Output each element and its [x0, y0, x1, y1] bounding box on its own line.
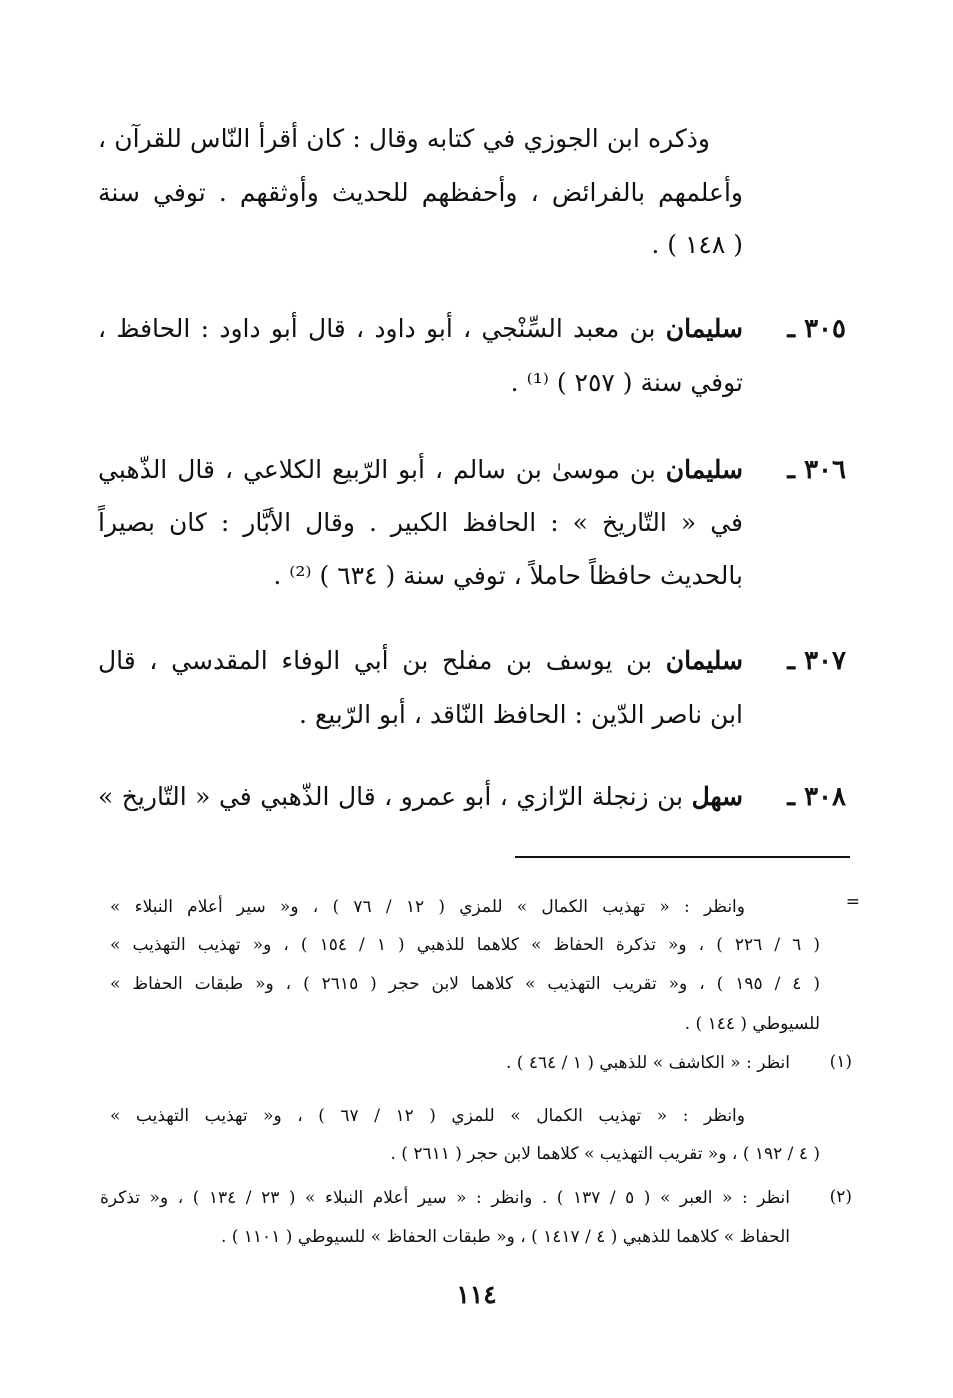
- intro-line: وأعلمهم بالفرائض ، وأحفظهم للحديث وأوثقهم . توفي سنة: [98, 178, 743, 207]
- intro-line: . ( ١٤٨ ): [651, 230, 743, 259]
- entry-first-line: [98, 314, 743, 344]
- intro-line: وذكره ابن الجوزي في كتابه وقال : كان أقرأ النّاس للقرآن ،: [98, 124, 710, 153]
- footnote-separator: [515, 856, 850, 858]
- entry-number: ٣٠٧ ـ: [787, 646, 846, 676]
- entry-first-line: [98, 782, 743, 812]
- footnote-line: انظر : « الكاشف » للذهبي ( ١ / ٤٦٤ ) .: [505, 1053, 790, 1073]
- entry-name: سليمان: [665, 646, 743, 675]
- entry-line: في « التّاريخ » : الحافظ الكبير . وقال الأبَّار : كان بصيراً: [98, 508, 743, 537]
- entry-line: بالحديث حافظاً حاملاً ، توفي سنة ( ٦٣٤ ) ⁽²⁾ .: [273, 561, 743, 590]
- footnote-line: وانظر : « تهذيب الكمال » للمزي ( ١٢ / ٧٦ ) ، و« سير أعلام النبلاء »: [110, 897, 745, 917]
- entry-number: ٣٠٨ ـ: [787, 782, 846, 812]
- entry-number: ٣٠٥ ـ: [787, 314, 846, 344]
- entry-text: بن زنجلة الرّازي ، أبو عمرو ، قال الذّهبي في « التّاريخ »: [98, 782, 692, 811]
- footnote-marker: (٢): [829, 1187, 852, 1207]
- entry-first-line: [98, 455, 743, 485]
- entry-name: سليمان: [665, 455, 743, 484]
- page-number: ١١٤: [456, 1280, 497, 1309]
- footnote-line: ( ٦ / ٢٢٦ ) ، و« تذكرة الحفاظ » كلاهما للذهبي ( ١ / ١٥٤ ) ، و« تهذيب التهذيب »: [110, 935, 820, 955]
- entry-line: توفي سنة ( ٢٥٧ ) ⁽¹⁾ .: [510, 368, 743, 397]
- footnote-line: وانظر : « تهذيب الكمال » للمزي ( ١٢ / ٦٧ ) ، و« تهذيب التهذيب »: [110, 1106, 745, 1126]
- entry-name: سليمان: [665, 314, 743, 343]
- entry-first-line: [98, 646, 743, 676]
- entry-name: سهل: [691, 782, 743, 811]
- entry-line: ابن ناصر الدّين : الحافظ النّاقد ، أبو الرّبيع .: [299, 700, 743, 729]
- footnote-line: ( ٤ / ١٩٢ ) ، و« تقريب التهذيب » كلاهما لابن حجر ( ٢٦١١ ) .: [390, 1144, 820, 1164]
- entry-text: بن معبد السِّنْجي ، أبو داود ، قال أبو داود : الحافظ ،: [98, 314, 666, 343]
- footnote-line: الحفاظ » كلاهما للذهبي ( ٤ / ١٤١٧ ) ، و« طبقات الحفاظ » للسيوطي ( ١١٠١ ) .: [220, 1227, 790, 1247]
- entry-text: بن موسىٰ بن سالم ، أبو الرّبيع الكلاعي ، قال الذّهبي: [98, 455, 666, 484]
- continuation-marker: =: [845, 892, 860, 912]
- entry-number: ٣٠٦ ـ: [787, 455, 846, 485]
- footnote-marker: (١): [829, 1052, 852, 1072]
- footnote-line: للسيوطي ( ١٤٤ ) .: [684, 1014, 820, 1034]
- entry-text: بن يوسف بن مفلح بن أبي الوفاء المقدسي ، قال: [98, 646, 666, 675]
- footnote-line: ( ٤ / ١٩٥ ) ، و« تقريب التهذيب » كلاهما لابن حجر ( ٢٦١٥ ) ، و« طبقات الحفاظ »: [110, 974, 821, 994]
- footnote-line: انظر : « العبر » ( ٥ / ١٣٧ ) . وانظر : « سير أعلام النبلاء » ( ٢٣ / ١٣٤ ) ، و« تذكرة: [100, 1188, 791, 1208]
